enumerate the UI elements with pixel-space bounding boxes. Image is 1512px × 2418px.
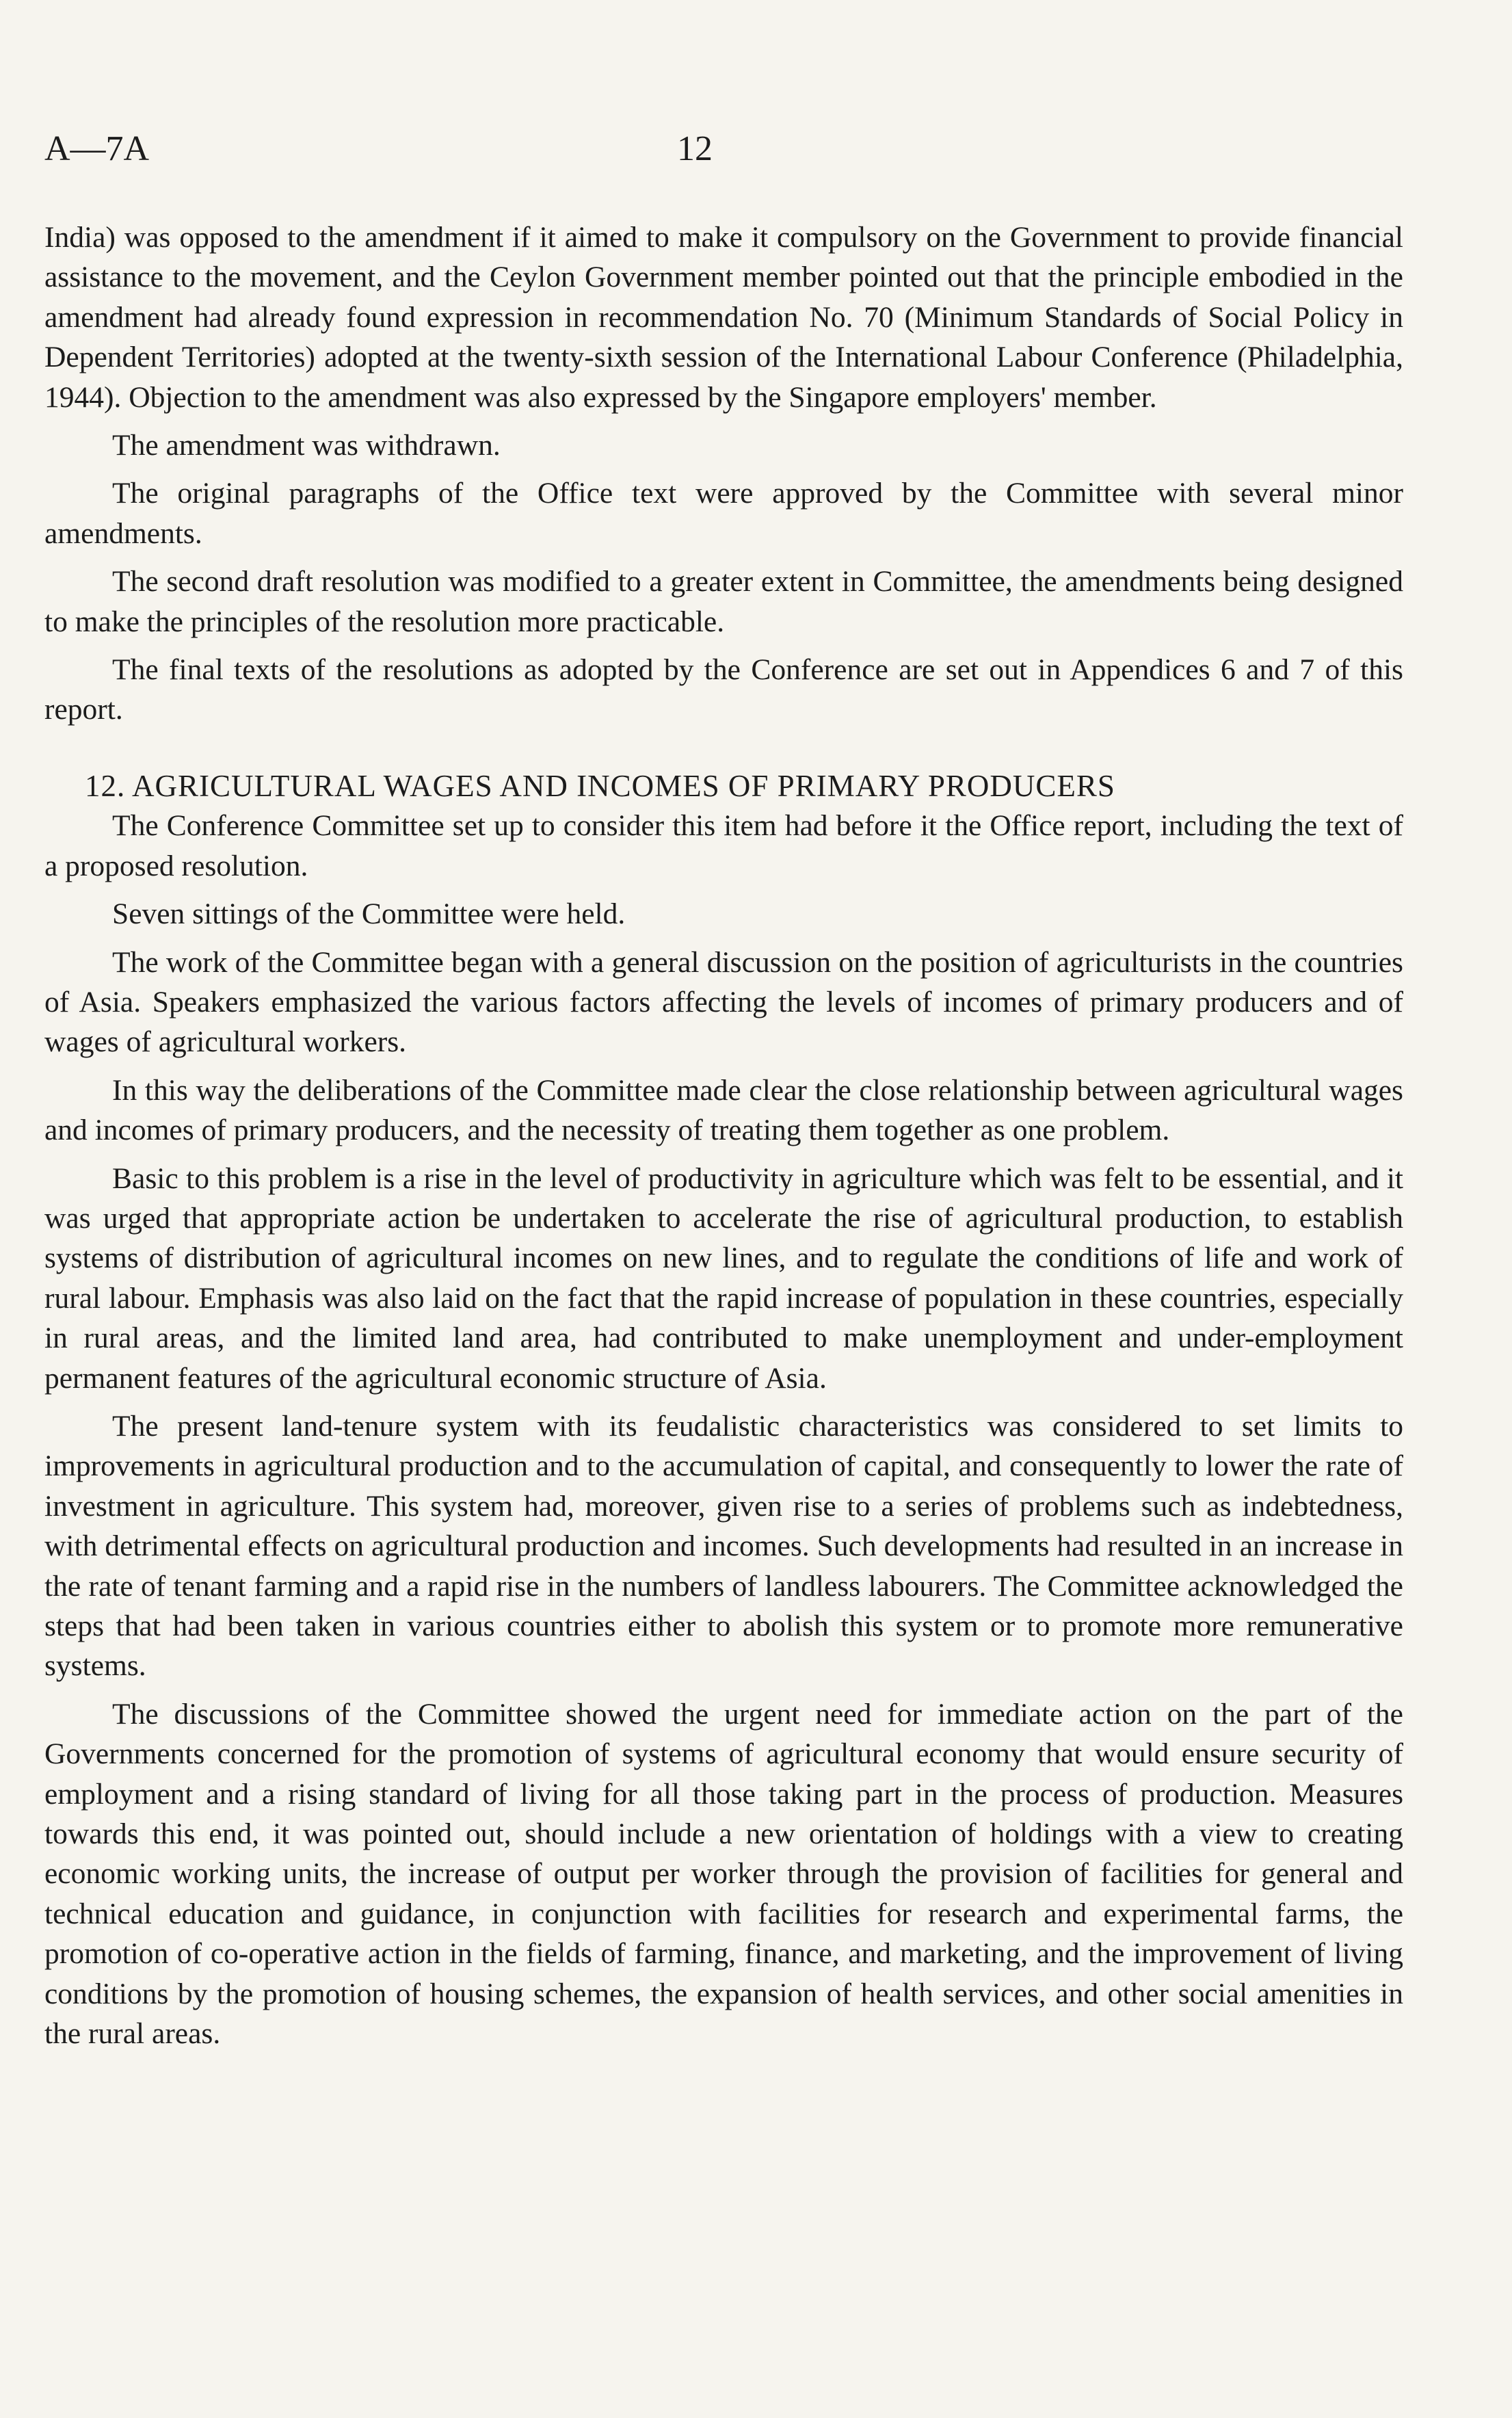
paragraph: The second draft resolution was modified to a greater extent in Committee, the amendments being designed to make the principles of the resolution more practicable.	[44, 565, 1403, 638]
paragraph: Seven sittings of the Committee were held.	[112, 897, 626, 931]
page-number: 12	[677, 129, 713, 168]
section-heading: 12. AGRICULTURAL WAGES AND INCOMES OF PRIMARY PRODUCERS	[85, 768, 1115, 803]
document-body	[44, 218, 1403, 2053]
paragraph: Basic to this problem is a rise in the level of productivity in agriculture which was felt to be essential, and it was urged that appropriate action be undertaken to accelerate the rise of agricultural production, to establish systems of distribution of agricultural incomes on new lines, and to regulate the conditions of life and work of rural labour. Emphasis was also laid on the fact that the rapid increase of population in these countries, especially in rural areas, and the limited land area, had contributed to make unemployment and under-employment permanent features of the agricultural economic structure of Asia.	[44, 1161, 1403, 1395]
paragraph: India) was opposed to the amendment if it aimed to make it compulsory on the Government to provide financial assistance to the movement, and the Ceylon Government member pointed out that the principle embodied in the amendment had already found expression in recommendation No. 70 (Minimum Standards of Social Policy in Dependent Territories) adopted at the twenty-sixth session of the International Labour Conference (Philadelphia, 1944). Objection to the amendment was also expressed by the Singapore employers' member.	[44, 221, 1403, 414]
paragraph: The work of the Committee began with a general discussion on the position of agriculturists in the countries of Asia. Speakers emphasized the various factors affecting the levels of incomes of primary producers and of wages of agricultural workers.	[44, 945, 1403, 1059]
paragraph: The Conference Committee set up to consider this item had before it the Office report, including the text of a proposed resolution.	[44, 809, 1403, 882]
paragraph: The amendment was withdrawn.	[112, 429, 501, 462]
paragraph: The original paragraphs of the Office text were approved by the Committee with several minor amendments.	[44, 477, 1403, 550]
paragraph: The discussions of the Committee showed the urgent need for immediate action on the part of the Governments concerned for the promotion of systems of agricultural economy that would ensure security of employment and a rising standard of living for all those taking part in the process of production. Measures towards this end, it was pointed out, should include a new orientation of holdings with a view to creating economic working units, the increase of output per worker through the provision of facilities for general and technical education and guidance, in conjunction with facilities for research and experimental farms, the promotion of co-operative action in the fields of farming, finance, and marketing, and the improvement of living conditions by the promotion of housing schemes, the expansion of health services, and other social amenities in the rural areas.	[44, 1697, 1403, 2051]
paragraph: In this way the deliberations of the Committee made clear the close relationship between agricultural wages and incomes of primary producers, and the necessity of treating them together as one problem.	[44, 1073, 1403, 1147]
page-code: A—7A	[44, 129, 150, 168]
page-header	[44, 129, 1409, 170]
paragraph: The present land-tenure system with its feudalistic characteristics was considered to set limits to improvements in agricultural production and to the accumulation of capital, and consequently to lower the rate of investment in agriculture. This system had, moreover, given rise to a series of problems such as indebtedness, with detrimental effects on agricultural production and incomes. Such developments had resulted in an increase in the rate of tenant farming and a rapid rise in the numbers of landless labourers. The Committee acknowledged the steps that had been taken in various countries either to abolish this system or to promote more remunerative systems.	[44, 1409, 1403, 1683]
paragraph: The final texts of the resolutions as adopted by the Conference are set out in Appendices 6 and 7 of this report.	[44, 653, 1403, 726]
